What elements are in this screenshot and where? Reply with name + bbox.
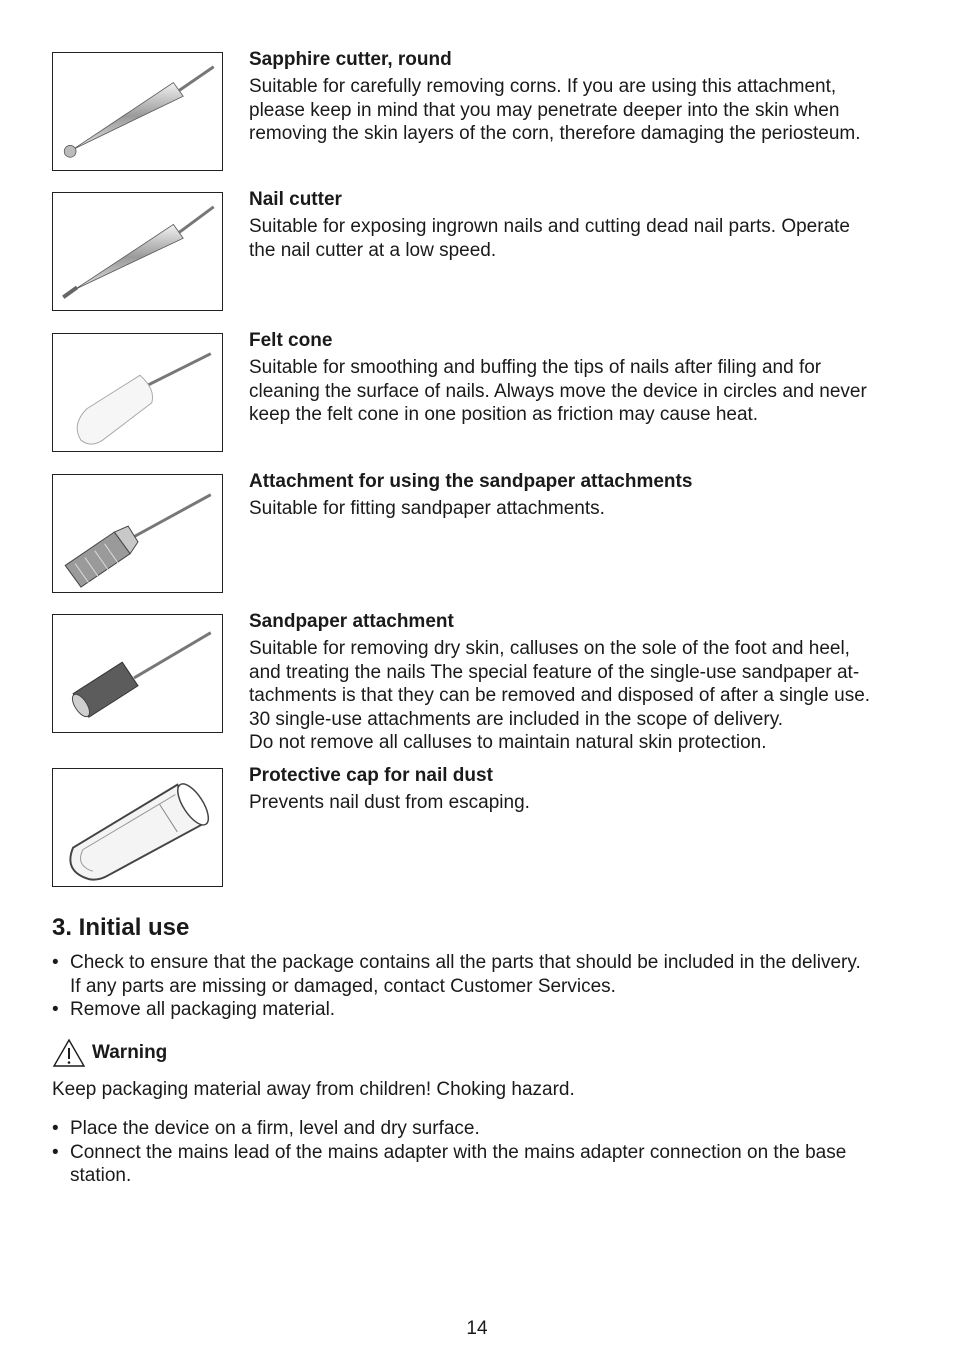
list-item: • Remove all packaging material. — [52, 998, 912, 1022]
warning-triangle-icon — [52, 1038, 86, 1068]
attachment-description: Prevents nail dust from escaping. — [249, 792, 530, 813]
list-item: • Check to ensure that the package contains all the parts that should be included in the delivery. If any parts are missing or damaged, contact Customer Services. — [52, 951, 912, 998]
list-item: • Connect the mains lead of the mains adapter with the mains adapter connection on the base station. — [52, 1141, 912, 1188]
attachment-title: Sandpaper attachment — [249, 611, 454, 632]
list-item: • Place the device on a firm, level and dry surface. — [52, 1117, 912, 1141]
warning-heading — [52, 1038, 912, 1068]
sapphire-cutter-round-icon — [52, 52, 223, 171]
attachment-title: Felt cone — [249, 330, 333, 351]
attachment-description: Suitable for fitting sandpaper attachments. — [249, 498, 605, 519]
sandpaper-attachment-icon — [52, 614, 223, 733]
protective-cap-icon — [52, 768, 223, 887]
warning-label: Warning — [92, 1041, 168, 1063]
attachment-description: Suitable for carefully removing corns. If you are using this attachment, please keep in mind that you may penetrate deeper into the skin when removing the skin layers of the corn, therefore damaging the periosteum. — [249, 76, 861, 144]
felt-cone-icon — [52, 333, 223, 452]
warning-text: Keep packaging material away from children! Choking hazard. — [52, 1078, 575, 1100]
attachment-description: Suitable for smoothing and buffing the tips of nails after filing and for cleaning the surface of nails. Always move the device in circles and never keep the felt cone in one position as friction may cause heat. — [249, 357, 867, 425]
setup-list — [52, 1117, 912, 1188]
attachment-title: Attachment for using the sandpaper attachments — [249, 471, 693, 492]
attachment-title: Sapphire cutter, round — [249, 49, 452, 70]
attachment-title: Nail cutter — [249, 189, 342, 210]
nail-cutter-icon — [52, 192, 223, 311]
attachment-description: Suitable for removing dry skin, calluses on the sole of the foot and heel, and treating the nails The special feature of the single-use sandpaper at- tachments is that they can be removed and disposed of after a single use. 30 single-use attachments are included in the scope of delivery. Do not remove all calluses to maintain natural skin protection. — [249, 638, 871, 753]
attachment-title: Protective cap for nail dust — [249, 765, 493, 786]
initial-use-list — [52, 951, 912, 1022]
attachment-description: Suitable for exposing ingrown nails and cutting dead nail parts. Operate the nail cutter at a low speed. — [249, 216, 850, 261]
initial-use-section — [52, 913, 912, 1188]
sandpaper-holder-icon — [52, 474, 223, 593]
page-number: 14 — [466, 1318, 488, 1339]
section-heading: 3. Initial use — [52, 914, 190, 941]
